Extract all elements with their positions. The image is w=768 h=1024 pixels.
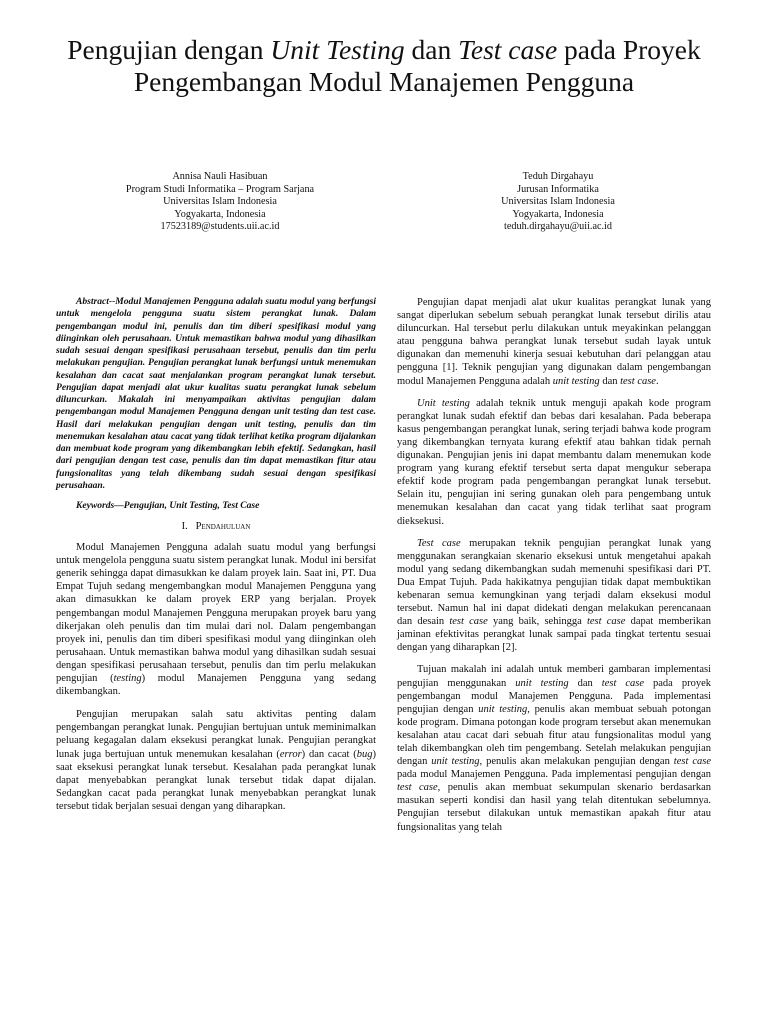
body-paragraph: Pengujian dapat menjadi alat ukur kualitas perangkat lunak yang sangat diperlukan sebelum sebuah perangkat lunak tersebut dirilis atau diluncurkan. Hal tersebut perlu dilakukan untuk meyakinkan pelanggan atau pengguna bahwa perangkat lunak tersebut sudah layak untuk digunakan dan memenuhi kinerja sesuai kebutuhan dari pelanggan atau pengguna [1]. Teknik pengujian yang digunakan dalam pengembangan modul Manajemen Pengguna adalah unit testing dan test case. [397,297,711,387]
author-university: Universitas Islam Indonesia [163,196,277,208]
body-paragraph: Test case merupakan teknik pengujian perangkat lunak yang menggunakan serangkaian skenario eksekusi untuk mengetahui apakah modul yang sedang dikembangkan sudah memenuhi spesifikasi dari PT. Dua Empat Tujuh. Pada hakikatnya pengujian tidak dapat membuktikan kebenaran semua kemungkinan yang terjadi dalam eksekusi modul tersebut. Namun hal ini dapat didekati dengan melakukan perencanaan dan desain test case yang baik, sehingga test case dapat memberikan jaminan efektivitas perangkat lunak sampai pada tingkat tertentu sesuai dengan yang diharapkan [2]. [397,537,712,654]
body-paragraph: Modul Manajemen Pengguna adalah suatu modul yang berfungsi untuk mengelola pengguna suatu sistem perangkat lunak. Modul ini bersifat generik sehingga dapat dimasukkan ke dalam proyek lain. Saat ini, PT. Dua Empat Tujuh sedang mengembangkan modul Manajemen Pengguna yang akan dimasukkan ke dalam proyek ERP yang berjalan. Proyek pengembangan modul Manajemen Pengguna merupakan proyek baru yang dikerjakan oleh penulis dan tim mulai dari nol. Dalam pengembangan proyek ini, penulis dan tim diberi spesifikasi modul yang diinginkan oleh perusahaan. Untuk memastikan bahwa modul yang dihasilkan sudah sesuai dengan spesifikasi perusahaan tersebut, penulis dan tim perlu melakukan pengujian (testing) modul Manajemen Pengguna yang sedang dikembangkan. [56,542,376,698]
author-email: 17523189@students.uii.ac.id [160,221,280,233]
body-paragraph: Unit testing adalah teknik untuk menguji apakah kode program perangkat lunak sudah efektif dan bebas dari kesalahan. Pada beberapa kasus pengembangan perangkat lunak, sering terjadi bahwa kode program yang dikembangkan ternyata kurang efektif atau bahkan tidak pernah digunakan. Pengujian jenis ini dapat membantu dalam menemukan kode program yang kurang efektif tersebut serta dapat mengukur seberapa efektif kode program pada pengembangan perangkat lunak tersebut. Selain itu, pengujian ini sering gunakan oleh para pengembang untuk menemukan kesalahan dan cacat yang tidak terlihat saat program dieksekusi. [397,397,711,527]
section-heading [56,520,376,533]
title-text: pada Proyek Pengembangan Modul Manajemen Pengguna [133,34,701,97]
left-column [56,296,376,813]
author-email: teduh.dirgahayu@uii.ac.id [504,221,612,233]
title-text: Pengujian dengan [67,34,271,65]
author-block-1 [60,171,380,234]
author-department: Jurusan Informatika [517,183,599,195]
author-university: Universitas Islam Indonesia [501,196,615,208]
title-emphasis: Test case [458,34,558,65]
section-number: I. [181,521,188,532]
section-title: Pendahuluan [195,521,251,532]
body-paragraph: Pengujian merupakan salah satu aktivitas penting dalam pengembangan perangkat lunak. Pengujian bertujuan untuk meminimalkan peluang kegagalan dalam eksekusi perangkat lunak. Pengujian perangkat lunak juga bertujuan untuk menemukan kesalahan (error) dan cacat (bug) saat eksekusi perangkat lunak tersebut. Kesalahan pada perangkat lunak dapat menyebabkan perangkat lunak tersebut tidak dapat dijalan. Sedangkan cacat pada perangkat lunak menyebabkan perangkat lunak tersebut tidak berjalan sesuai dengan yang diharapkan. [56,709,376,812]
author-city: Yogyakarta, Indonesia [174,208,266,220]
title-text: dan [404,34,459,65]
paper-title [40,34,728,98]
author-name: Teduh Dirgahayu [522,171,594,182]
right-column [397,296,711,834]
body-paragraph: Tujuan makalah ini adalah untuk memberi gambaran implementasi pengujian menggunakan unit testing dan test case pada proyek pengembangan modul Manajemen Pengguna. Pada implementasi pengujian dengan unit testing, penulis akan membuat sebuah potongan kode program. Dimana potongan kode program tersebut akan menemukan kesalahan atau cacat dari sebuah fitur atau fungsionalitas modul yang telah dikembangkan oleh tim pengembang. Setelah melakukan pengujian dengan unit testing, penulis akan melakukan pengujian dengan test case pada modul Manajemen Pengguna. Pada implementasi pengujian dengan test case, penulis akan membuat sekumpulan skenario berdasarkan masukan seperti kondisi dan hasil yang telah ditentukan sebelumnya. Pengujian tersebut dilakukan untuk memastikan apakah fitur atau fungsionalitas yang telah [397,664,711,833]
keywords: Keywords—Pengujian, Unit Testing, Test Case [76,500,260,511]
author-city: Yogyakarta, Indonesia [512,208,604,220]
author-department: Program Studi Informatika – Program Sarjana [125,183,315,195]
abstract: Abstract--Modul Manajemen Pengguna adalah suatu modul yang berfungsi untuk mengelola pengguna suatu sistem perangkat lunak. Dalam pengembangan modul ini, penulis dan tim diberi spesifikasi modul yang diinginkan oleh perusahaan. Untuk memastikan bahwa modul yang dihasilkan sudah sesuai dengan spesifikasi perusahaan tersebut, penulis dan tim perlu melakukan pengujian. Pengujian perangkat lunak berfungsi untuk menemukan kesalahan dan cacat saat menjalankan program perangkat lunak tersebut. Pengujian dapat menjadi alat ukur kualitas suatu perangkat lunak sebelum diluncurkan. Makalah ini menyampaikan aktivitas pengujian dalam pengembangan modul Manajemen Pengguna dengan unit testing dan test case. Hasil dari melakukan pengujian dengan unit testing, penulis dan tim menemukan kesalahan atau cacat yang tidak terlihat ketika program dijalankan dan membuat kode program yang dikembangkan lebih efektif. Sedangkan, hasil dari pengujian dengan test case, penulis dan tim dapat memastikan fitur atau fungsionalitas yang telah dikembang sudah sesuai dengan spesifikasi perusahaan. [56,296,376,491]
author-block-2 [398,171,718,234]
author-name: Annisa Nauli Hasibuan [172,171,268,182]
title-emphasis: Unit Testing [270,34,405,65]
